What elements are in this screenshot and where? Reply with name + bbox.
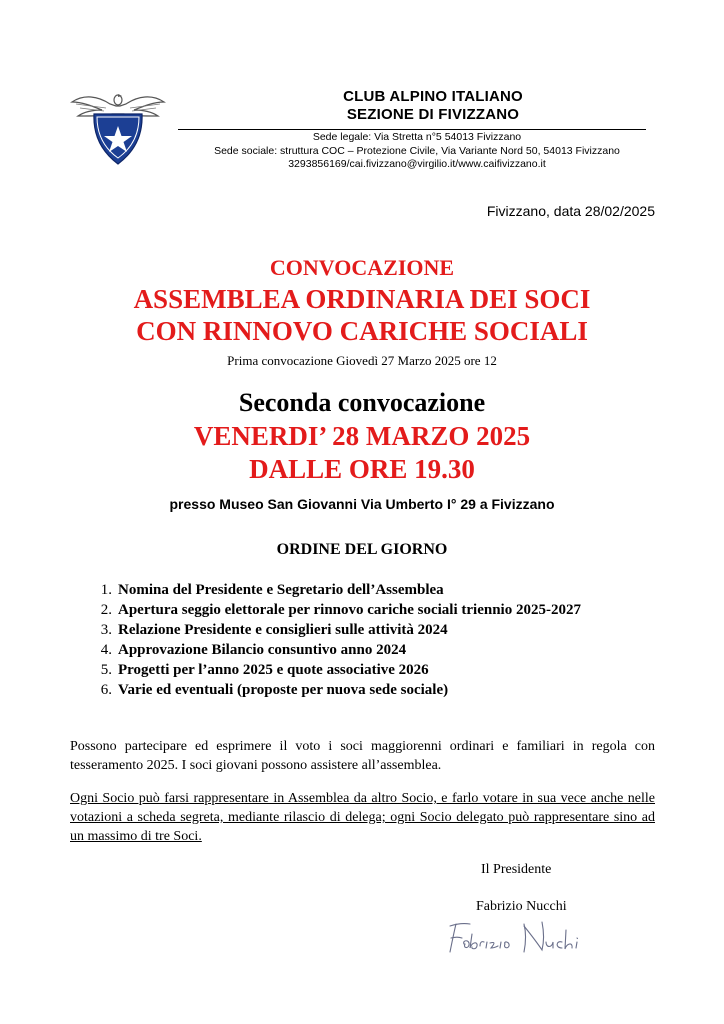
firma-nome: Fabrizio Nucchi	[476, 899, 567, 914]
sede-sociale: Sede sociale: struttura COC – Protezione Civile, Via Variante Nord 50, 54013 Fivizzano	[214, 144, 620, 157]
assemblea-title-line2: CON RINNOVO CARICHE SOCIALI	[136, 316, 588, 346]
signature-icon	[438, 912, 598, 960]
org-name	[298, 88, 568, 124]
paragrafo-delega: Ogni Socio può farsi rappresentare in Assemblea da altro Socio, e farlo votare in sua vece anche nelle votazioni a scheda segreta, mediante rilascio di delega; ogni Socio delegato può rappresentare sino ad un massimo di tre Soci.	[70, 791, 655, 844]
org-name-line1: CLUB ALPINO ITALIANO	[343, 88, 523, 105]
list-item-number: 2.	[100, 602, 112, 618]
list-item	[90, 580, 670, 600]
org-name-line2: SEZIONE DI FIVIZZANO	[346, 106, 520, 123]
list-item	[90, 660, 670, 680]
list-item-text: Approvazione Bilancio consuntivo anno 2024	[118, 642, 407, 658]
ordine-del-giorno-title: ORDINE DEL GIORNO	[276, 541, 448, 558]
paragrafo-partecipazione: Possono partecipare ed esprimere il voto i soci maggiorenni ordinari e familiari in regola con tesseramento 2025. I soci giovani possono assistere all’assemblea.	[70, 739, 655, 773]
address-block	[178, 131, 656, 172]
list-item	[90, 640, 670, 660]
list-item-number: 6.	[100, 682, 112, 698]
list-item-text: Relazione Presidente e consiglieri sulle attività 2024	[118, 622, 448, 638]
list-item-number: 3.	[100, 622, 112, 638]
list-item	[90, 620, 670, 640]
luogo-assemblea: presso Museo San Giovanni Via Umberto I° 29 a Fivizzano	[169, 496, 555, 512]
ordine-del-giorno-list	[90, 580, 670, 700]
cai-logo	[70, 86, 166, 172]
list-item-text: Varie ed eventuali (proposte per nuova sede sociale)	[118, 682, 449, 698]
list-item	[90, 600, 670, 620]
header-divider	[178, 129, 646, 130]
prima-convocazione: Prima convocazione Giovedì 27 Marzo 2025 ore 12	[227, 353, 497, 368]
handwritten-signature	[438, 912, 598, 960]
list-item-number: 1.	[100, 582, 112, 598]
list-item-text: Progetti per l’anno 2025 e quote associative 2026	[118, 662, 429, 678]
firma-ruolo: Il Presidente	[481, 862, 552, 877]
list-item	[90, 680, 670, 700]
contatti: 3293856169/cai.fivizzano@virgilio.it/www.caifivizzano.it	[288, 158, 546, 170]
list-item-number: 4.	[100, 642, 112, 658]
assemblea-title-line1: ASSEMBLEA ORDINARIA DEI SOCI	[133, 284, 591, 314]
assemblea-title	[0, 283, 724, 347]
list-item-text: Nomina del Presidente e Segretario dell’Assemblea	[118, 582, 444, 598]
date-line: Fivizzano, data 28/02/2025	[486, 203, 655, 219]
convocazione-heading: CONVOCAZIONE	[269, 255, 455, 280]
list-item-number: 5.	[100, 662, 112, 678]
seconda-convocazione-label: Seconda convocazione	[238, 388, 486, 417]
cai-eagle-star-emblem-icon	[70, 86, 166, 172]
sede-legale: Sede legale: Via Stretta n°5 54013 Fivizzano	[312, 131, 522, 143]
seconda-convocazione-ora: DALLE ORE 19.30	[249, 454, 475, 484]
seconda-convocazione-data: VENERDI’ 28 MARZO 2025	[193, 421, 531, 451]
list-item-text: Apertura seggio elettorale per rinnovo cariche sociali triennio 2025-2027	[118, 602, 581, 618]
